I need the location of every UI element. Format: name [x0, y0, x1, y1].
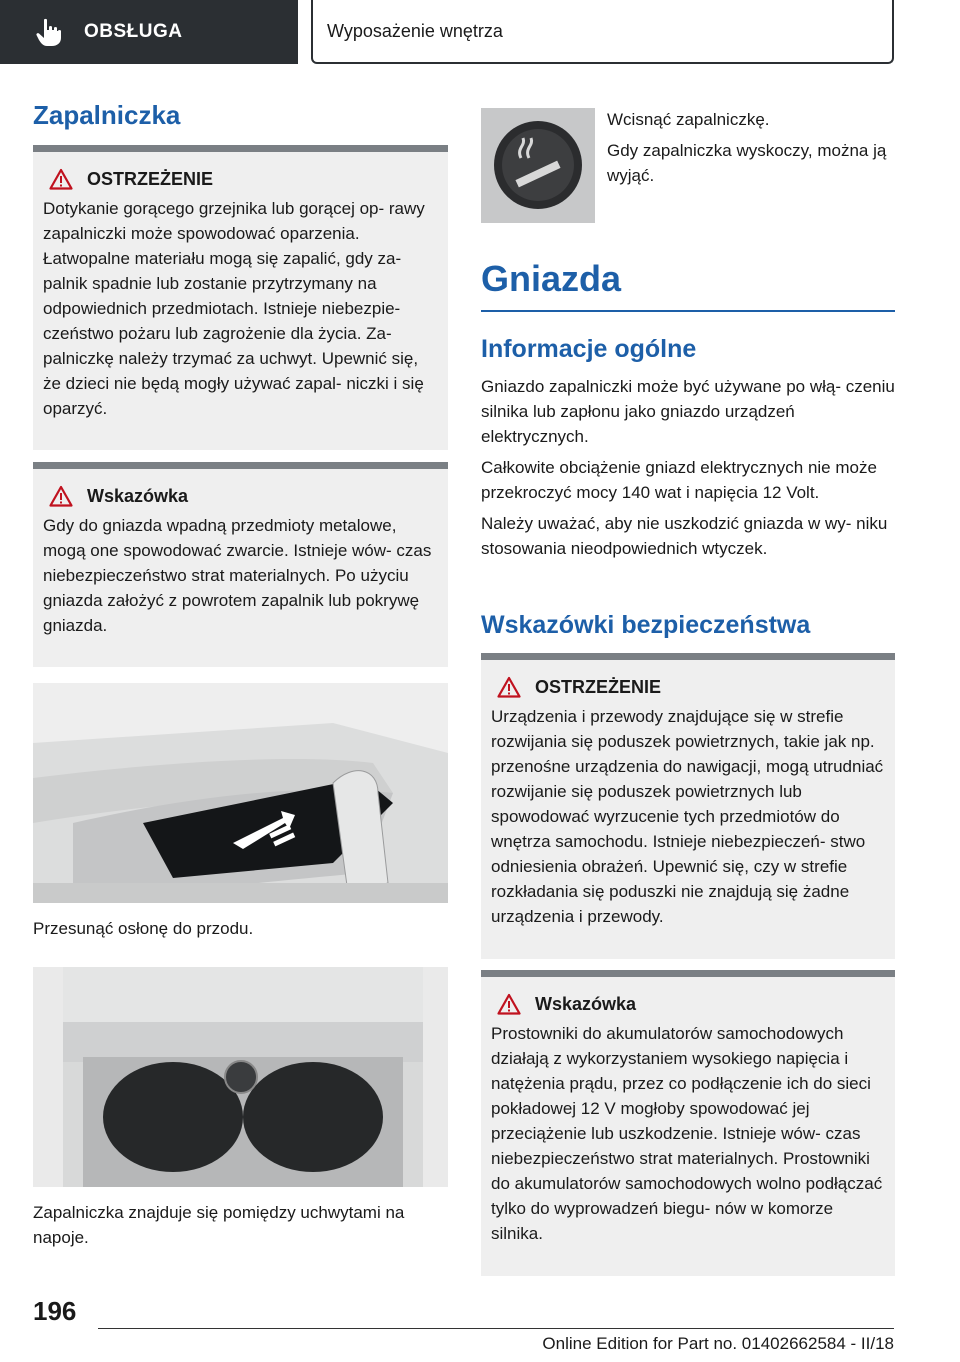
section-label: OBSŁUGA	[84, 21, 183, 42]
warning-title: OSTRZEŻENIE	[497, 676, 885, 698]
lighter-illustration	[481, 108, 595, 223]
warning-triangle-icon	[49, 168, 73, 190]
heading-sockets: Gniazda	[481, 258, 622, 299]
console-cover-illustration	[33, 683, 448, 903]
warning-text: Dotykanie gorącego grzejnika lub gorącej op- rawy zapalniczki może spowodować oparzenia. Łatwopalne materiału mogą się zapalić, gdy za- palnik spadnie lub zostanie przytrzymany na odpowiednich przedmiotach. Istnieje niebezpie- czeństwo pożaru lub zagrożenie dla życia. Za- palniczkę należy trzymać za uchwyt. Upewnić się, że dzieci nie będą mogły używać zapal- niczki i się oparzyć.	[43, 199, 425, 418]
note-box-1	[33, 462, 448, 667]
photo-slide-cover	[33, 683, 448, 903]
note-title: Wskazówka	[497, 993, 885, 1015]
general-paragraph-1: Gniazdo zapalniczki może być używane po włą- czeniu silnika lub zapłonu jako gniazdo urządzeń elektrycznych.	[481, 377, 895, 446]
warning-title: OSTRZEŻENIE	[49, 168, 438, 190]
warning-text: Urządzenia i przewody znajdujące się w strefie rozwijania się poduszek powietrznych, takie jak np. przenośne urządzenia do nawigacji, mogą utrudniać rozwijanie się poduszek powietrznych lub spowodować wyrzucenie tych przedmiotów do wnętrza samochodu. Istnieje niebezpieczeń- stwo odniesienia obrażeń. Upewnić się, czy w strefie rozkładania się poduszki nie znajdują się żadne urządzenia i przewody.	[491, 707, 884, 926]
note-box-2	[481, 970, 895, 1276]
footer-divider	[98, 1328, 894, 1329]
general-paragraph-2: Całkowite obciążenie gniazd elektrycznych nie może przekroczyć mocy 140 wat i napięcia 12 Volt.	[481, 458, 877, 502]
general-info-block	[481, 374, 895, 567]
page-number: 196	[33, 1296, 77, 1326]
lighter-step-1: Wcisnąć zapalniczkę.	[607, 110, 770, 129]
warning-box-2	[481, 653, 895, 959]
photo-cup-holders	[33, 967, 448, 1187]
lighter-step-2: Gdy zapalniczka wyskoczy, można ją wyjąć.	[607, 141, 887, 185]
note-text: Gdy do gniazda wpadną przedmioty metalowe, mogą one spowodować zwarcie. Istnieje wów- czas niebezpieczeństwo strat materialnych. Po użyciu gniazda założyć z powrotem zapalnik lub pokrywę gniazda.	[43, 516, 432, 635]
warning-triangle-icon	[497, 993, 521, 1015]
heading-rule	[481, 310, 895, 312]
caption-cup-holders: Zapalniczka znajduje się pomiędzy uchwytami na napoje.	[33, 1203, 405, 1247]
warning-triangle-icon	[497, 676, 521, 698]
heading-lighter: Zapalniczka	[33, 100, 181, 130]
lighter-text-block	[607, 107, 895, 194]
hand-pointer-icon	[36, 18, 62, 46]
subheading-general: Informacje ogólne	[481, 335, 697, 363]
note-text: Prostowniki do akumulatorów samochodowych działają z wykorzystaniem wysokiego napięcia i natężenia prądu, przez co podłączenie ich do sieci pokładowej 12 V mogłoby spowodować jej przeciążenie lub uszkodzenie. Istnieje wów- czas niebezpieczeństwo strat materialnych. Prostowniki do akumulatorów samochodowych wolno podłączać tylko do wyprowadzeń biegu- nów w komorze silnika.	[491, 1024, 883, 1243]
caption-slide-cover: Przesunąć osłonę do przodu.	[33, 919, 254, 938]
photo-lighter	[481, 108, 595, 223]
breadcrumb	[311, 0, 894, 64]
warning-box-1	[33, 145, 448, 450]
cup-holders-illustration	[33, 967, 448, 1187]
general-paragraph-3: Należy uważać, aby nie uszkodzić gniazda w wy- niku stosowania nieodpowiednich wtyczek.	[481, 514, 888, 558]
breadcrumb-text: Wyposażenie wnętrza	[327, 20, 503, 41]
note-title: Wskazówka	[49, 485, 438, 507]
warning-triangle-icon	[49, 485, 73, 507]
subheading-safety: Wskazówki bezpieczeństwa	[481, 611, 811, 639]
footer-edition: Online Edition for Part no. 01402662584 - II/18	[542, 1334, 894, 1353]
section-tab[interactable]	[0, 0, 298, 64]
